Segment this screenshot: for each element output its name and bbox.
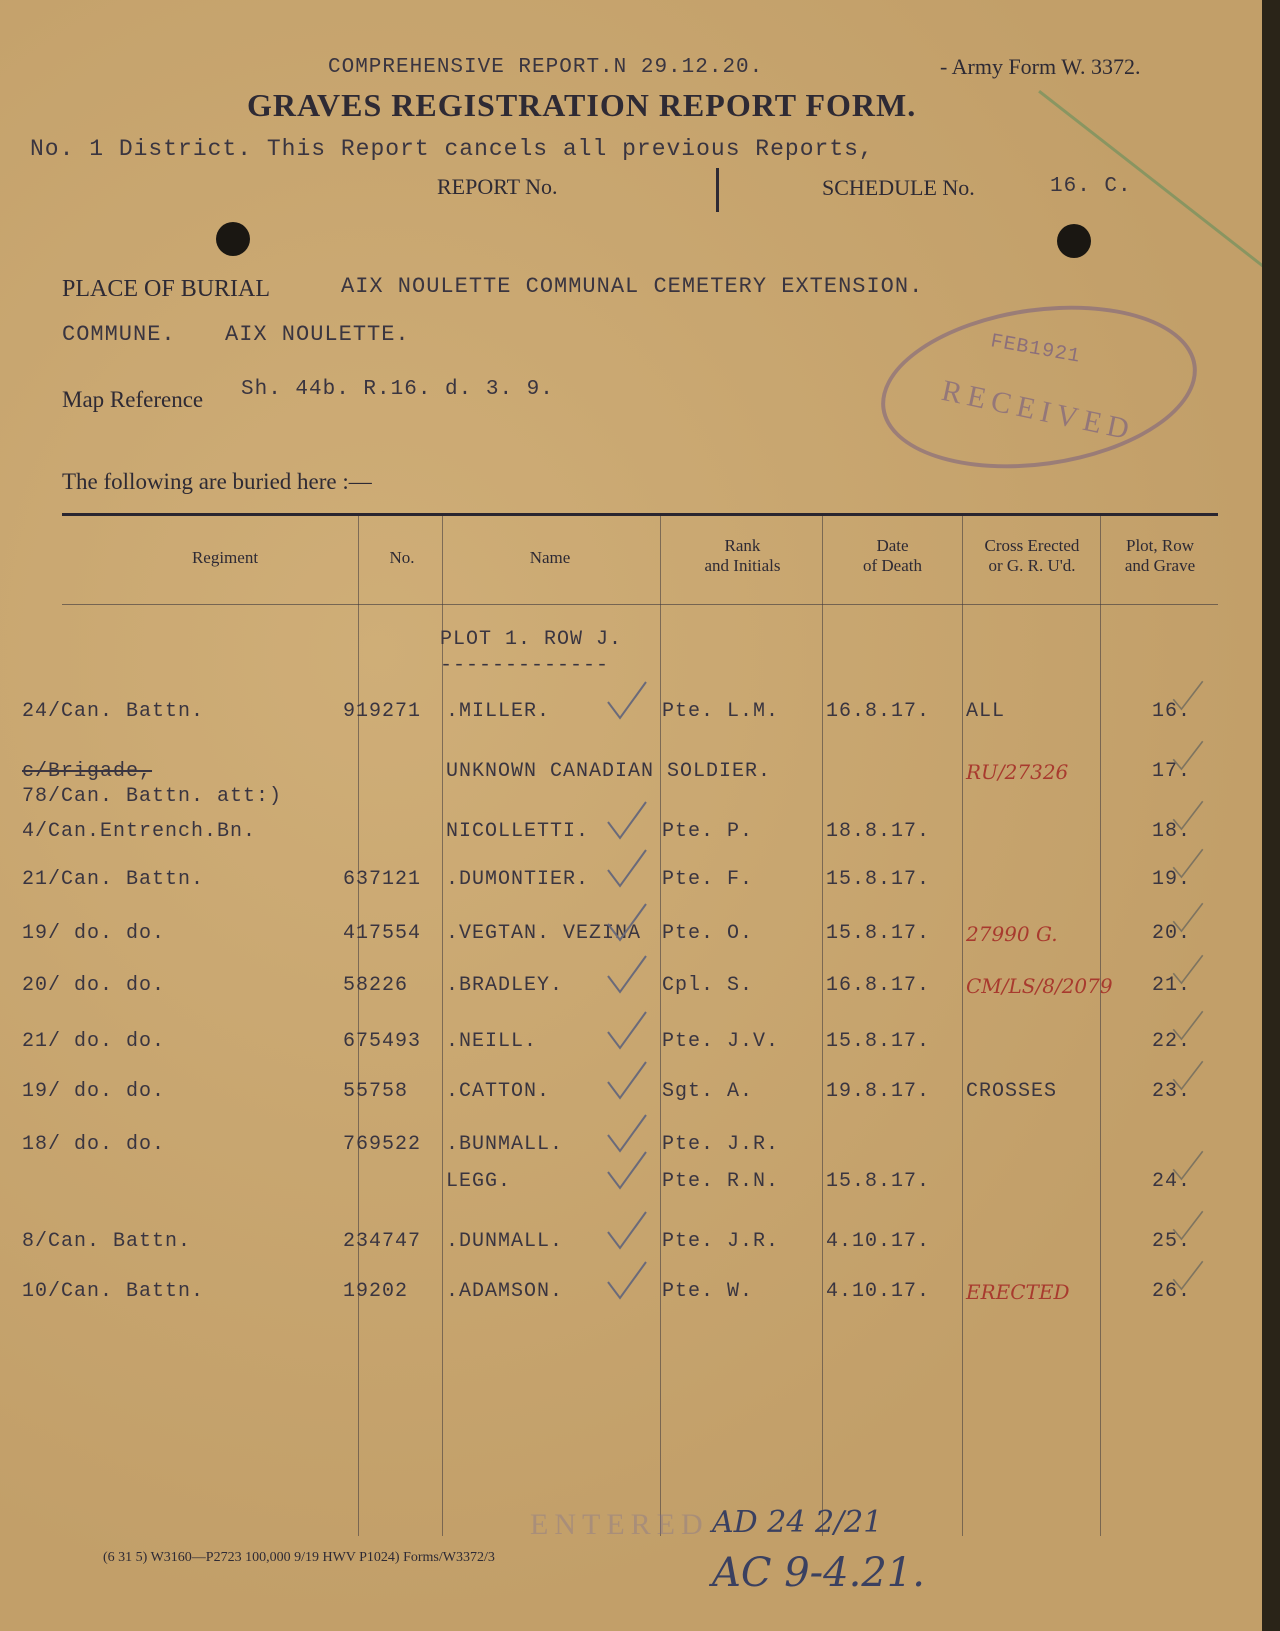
form-title: GRAVES REGISTRATION REPORT FORM. [247,87,917,123]
table-header-rule [62,604,1218,605]
row-name: .CATTON. [446,1080,551,1103]
plot-row-heading: PLOT 1. ROW J. [440,628,623,651]
row-no: 234747 [343,1230,422,1253]
row-grave: 18. [1152,820,1192,843]
row-rank: Pte. L.M. [662,700,780,723]
row-date: 15.8.17. [826,1170,931,1193]
row-date: 4.10.17. [826,1230,931,1253]
row-name: .DUMONTIER. [446,868,590,891]
row-rank: Pte. R.N. [662,1170,780,1193]
header-plot: Plot, Row and Grave [1124,536,1196,575]
row-regiment: 20/ do. do. [22,974,166,997]
row-date: 15.8.17. [826,922,931,945]
row-cross: CM/LS/8/2079 [966,974,1113,998]
handwritten-note-ac: AC 9-4.21. [712,1550,925,1596]
row-regiment: 4/Can.Entrench.Bn. [22,820,257,843]
row-name: .ADAMSON. [446,1280,564,1303]
table-top-rule [62,513,1218,516]
row-cross: RU/27326 [966,760,1069,784]
check-mark-icon [604,798,648,842]
received-stamp [871,287,1208,488]
row-name: UNKNOWN CANADIAN SOLDIER. [446,760,772,783]
check-mark-icon [604,1208,648,1252]
map-reference-value: Sh. 44b. R.16. d. 3. 9. [241,378,554,401]
buried-here-intro: The following are buried here :— [62,469,372,494]
row-rank: Pte. J.R. [662,1133,780,1156]
row-regiment: 19/ do. do. [22,1080,166,1103]
row-no: 58226 [343,974,409,997]
column-divider [358,516,359,1536]
schedule-label: SCHEDULE No. [822,175,975,200]
row-grave: 25. [1152,1230,1192,1253]
row-date: 4.10.17. [826,1280,931,1303]
row-grave: 26. [1152,1280,1192,1303]
place-of-burial-value: AIX NOULETTE COMMUNAL CEMETERY EXTENSION. [341,274,924,299]
column-divider [1100,516,1101,1536]
row-no: 417554 [343,922,422,945]
check-mark-icon [1170,1258,1206,1294]
row-date: 18.8.17. [826,820,931,843]
row-grave: 23. [1152,1080,1192,1103]
row-regiment: c/Brigade, [22,760,153,783]
army-form-number: - Army Form W. 3372. [940,54,1141,79]
row-no: 637121 [343,868,422,891]
row-regiment: 21/Can. Battn. [22,868,205,891]
row-rank: Pte. J.R. [662,1230,780,1253]
row-rank: Sgt. A. [662,1080,754,1103]
row-no: 55758 [343,1080,409,1103]
row-no: 675493 [343,1030,422,1053]
row-date: 16.8.17. [826,974,931,997]
row-cross: CROSSES [966,1080,1058,1103]
check-mark-icon [1170,952,1206,988]
commune-label: COMMUNE. [62,322,176,347]
header-date: Date of Death [862,536,922,575]
report-no-mark [716,168,719,212]
row-regiment: 10/Can. Battn. [22,1280,205,1303]
header-name: Name [529,548,571,567]
report-no-label: REPORT No. [437,174,558,199]
row-name: NICOLLETTI. [446,820,590,843]
row-cross: ALL [966,700,1006,723]
comprehensive-report-line: COMPREHENSIVE REPORT.N 29.12.20. [328,56,764,79]
row-name: .BRADLEY. [446,974,564,997]
row-date: 15.8.17. [826,868,931,891]
stamp-received-word: RECEIVED [938,373,1138,448]
row-date: 16.8.17. [826,700,931,723]
row-grave: 20. [1152,922,1192,945]
check-mark-icon [1170,846,1206,882]
row-regiment: 21/ do. do. [22,1030,166,1053]
punch-hole-right [1057,224,1091,258]
check-mark-icon [1170,1008,1206,1044]
row-grave: 16. [1152,700,1192,723]
stamp-date: FEB1921 [988,330,1083,369]
row-grave: 19. [1152,868,1192,891]
row-name: .VEGTAN. VEZINA [446,922,642,945]
row-name: .NEILL. [446,1030,538,1053]
row-rank: Pte. W. [662,1280,754,1303]
check-mark-icon [604,846,648,890]
row-rank: Cpl. S. [662,974,754,997]
header-cross: Cross Erected or G. R. U'd. [984,536,1080,575]
handwritten-note-ad: AD 24 2/21 [712,1505,883,1540]
plot-row-underline: ------------- [440,654,610,677]
row-cross: 27990 G. [966,922,1058,946]
map-reference-label: Map Reference [62,387,204,412]
row-rank: Pte. F. [662,868,754,891]
check-mark-icon [1170,738,1206,774]
row-name: .DUNMALL. [446,1230,564,1253]
row-grave: 17. [1152,760,1192,783]
check-mark-icon [604,1148,648,1192]
row-name: .BUNMALL. [446,1133,564,1156]
row-cross: ERECTED [966,1280,1070,1304]
commune-value: AIX NOULETTE. [225,322,410,347]
row-regiment: 19/ do. do. [22,922,166,945]
header-no: No. [389,548,415,567]
place-of-burial-label: PLACE OF BURIAL [62,276,271,302]
row-date: 19.8.17. [826,1080,931,1103]
row-grave: 21. [1152,974,1192,997]
row-name: .MILLER. [446,700,551,723]
check-mark-icon [604,1058,648,1102]
row-grave: 24. [1152,1170,1192,1193]
check-mark-icon [604,1008,648,1052]
check-mark-icon [1170,1148,1206,1184]
punch-hole-left [216,222,250,256]
check-mark-icon [1170,798,1206,834]
check-mark-icon [604,1258,648,1302]
row-no: 769522 [343,1133,422,1156]
check-mark-icon [604,900,648,944]
row-regiment: 18/ do. do. [22,1133,166,1156]
row-date: 15.8.17. [826,1030,931,1053]
district-line: No. 1 District. This Report cancels all previous Reports, [30,136,874,162]
form-print-code: (6 31 5) W3160—P2723 100,000 9/19 HWV P1024) Forms/W3372/3 [103,1550,495,1565]
schedule-value: 16. C. [1050,175,1132,198]
column-divider [822,516,823,1536]
row-grave: 22. [1152,1030,1192,1053]
row-regiment: 8/Can. Battn. [22,1230,192,1253]
header-regiment: Regiment [191,548,259,567]
check-mark-icon [604,952,648,996]
row-rank: Pte. O. [662,922,754,945]
header-rank: Rank and Initials [704,536,781,575]
row-rank: Pte. J.V. [662,1030,780,1053]
check-mark-icon [604,678,648,722]
check-mark-icon [1170,678,1206,714]
column-divider [660,516,661,1536]
check-mark-icon [1170,1208,1206,1244]
row-regiment: 78/Can. Battn. att:) [22,785,283,808]
row-rank: Pte. P. [662,820,754,843]
row-name: LEGG. [446,1170,512,1193]
column-divider [962,516,963,1536]
entered-stamp: ENTERED [530,1508,709,1541]
check-mark-icon [1170,1058,1206,1094]
row-no: 19202 [343,1280,409,1303]
row-regiment: 24/Can. Battn. [22,700,205,723]
check-mark-icon [1170,900,1206,936]
row-no: 919271 [343,700,422,723]
